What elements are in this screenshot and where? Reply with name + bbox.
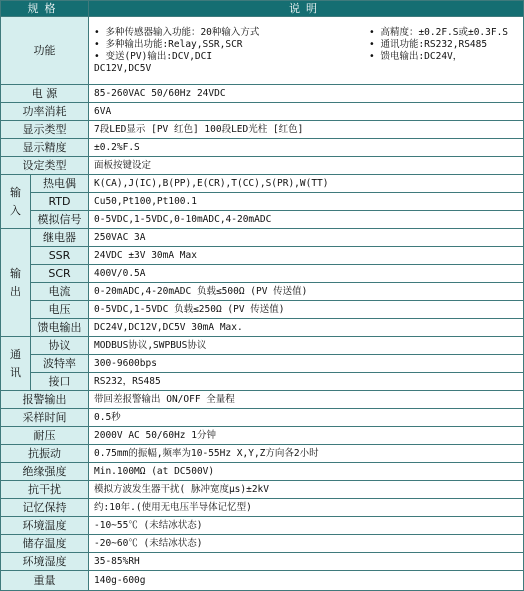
spec-value: 6VA <box>89 103 524 121</box>
spec-row <box>1 535 524 553</box>
comm-row <box>1 373 524 391</box>
spec-label: 采样时间 <box>1 409 89 427</box>
spec-value: 2000V AC 50/60Hz 1分钟 <box>89 427 524 445</box>
spec-label: 重量 <box>1 571 89 591</box>
output-sub-label: SSR <box>31 247 89 265</box>
spec-label: 记忆保持 <box>1 499 89 517</box>
output-value: 0-20mADC,4-20mADC 负载≤500Ω (PV 传送值) <box>89 283 524 301</box>
spec-value: 0.5秒 <box>89 409 524 427</box>
spec-value: 带回差报警输出 ON/OFF 全量程 <box>89 391 524 409</box>
output-row <box>1 301 524 319</box>
output-group-label: 输出 <box>1 229 31 337</box>
input-row <box>1 193 524 211</box>
output-value: DC24V,DC12V,DC5V 30mA Max. <box>89 319 524 337</box>
output-value: 400V/0.5A <box>89 265 524 283</box>
spec-label: 电 源 <box>1 85 89 103</box>
comm-value: MODBUS协议,SWPBUS协议 <box>89 337 524 355</box>
function-item: • 多种输出功能:Relay,SSR,SCR <box>94 38 243 50</box>
comm-row <box>1 337 524 355</box>
spec-value: Min.100MΩ (at DC500V) <box>89 463 524 481</box>
spec-value: 7段LED显示 [PV 红色] 100段LED光柱 [红色] <box>89 121 524 139</box>
output-row <box>1 283 524 301</box>
spec-value: 85-260VAC 50/60Hz 24VDC <box>89 85 524 103</box>
spec-label: 抗干扰 <box>1 481 89 499</box>
spec-value: 140g-600g <box>89 571 524 591</box>
function-value <box>89 17 524 85</box>
spec-row <box>1 463 524 481</box>
output-sub-label: 馈电输出 <box>31 319 89 337</box>
spec-label: 显示类型 <box>1 121 89 139</box>
output-value: 24VDC ±3V 30mA Max <box>89 247 524 265</box>
spec-row <box>1 391 524 409</box>
spec-row <box>1 139 524 157</box>
input-sub-label: 热电偶 <box>31 175 89 193</box>
comm-value: 300-9600bps <box>89 355 524 373</box>
output-value: 0-5VDC,1-5VDC 负载≤250Ω (PV 传送值) <box>89 301 524 319</box>
spec-value: 0.75mm的振幅,频率为10-55Hz X,Y,Z方向各2小时 <box>89 445 524 463</box>
spec-value: 面板按键设定 <box>89 157 524 175</box>
spec-label: 耐压 <box>1 427 89 445</box>
output-value: 250VAC 3A <box>89 229 524 247</box>
spec-label: 绝缘强度 <box>1 463 89 481</box>
function-item: • 多种传感器输入功能：20种输入方式 <box>94 26 260 38</box>
output-row <box>1 229 524 247</box>
spec-label: 环境温度 <box>1 517 89 535</box>
output-sub-label: 电压 <box>31 301 89 319</box>
function-label: 功能 <box>1 17 89 85</box>
header-spec: 规格 <box>1 1 89 17</box>
spec-label: 显示精度 <box>1 139 89 157</box>
comm-value: RS232，RS485 <box>89 373 524 391</box>
spec-value: 约:10年.(使用无电压半导体记忆型) <box>89 499 524 517</box>
function-row <box>1 17 524 85</box>
input-row <box>1 175 524 193</box>
comm-sub-label: 波特率 <box>31 355 89 373</box>
function-item: • 馈电输出:DC24V， <box>369 50 463 62</box>
spec-label: 储存温度 <box>1 535 89 553</box>
spec-value: -10~55℃ (未结冰状态) <box>89 517 524 535</box>
spec-value: -20~60℃ (未结冰状态) <box>89 535 524 553</box>
output-row <box>1 319 524 337</box>
spec-row <box>1 481 524 499</box>
input-row <box>1 211 524 229</box>
input-value: 0-5VDC,1-5VDC,0-10mADC,4-20mADC <box>89 211 524 229</box>
input-value: K(CA),J(IC),B(PP),E(CR),T(CC),S(PR),W(TT) <box>89 175 524 193</box>
spec-row <box>1 571 524 591</box>
header-description: 说明 <box>89 1 524 17</box>
spec-label: 环境湿度 <box>1 553 89 571</box>
spec-row <box>1 427 524 445</box>
spec-label: 报警输出 <box>1 391 89 409</box>
header-row <box>1 1 524 17</box>
spec-label: 功率消耗 <box>1 103 89 121</box>
input-group-label: 输入 <box>1 175 31 229</box>
spec-row <box>1 157 524 175</box>
spec-row <box>1 85 524 103</box>
output-sub-label: SCR <box>31 265 89 283</box>
spec-row <box>1 409 524 427</box>
spec-label: 抗振动 <box>1 445 89 463</box>
function-item: • 高精度：±0.2F.S或±0.3F.S <box>369 26 509 38</box>
input-sub-label: RTD <box>31 193 89 211</box>
spec-value: 模拟方波发生器干扰( 脉冲宽度μs)±2kV <box>89 481 524 499</box>
spec-row <box>1 499 524 517</box>
output-row <box>1 265 524 283</box>
spec-row <box>1 517 524 535</box>
comm-sub-label: 协议 <box>31 337 89 355</box>
output-sub-label: 电流 <box>31 283 89 301</box>
spec-row <box>1 121 524 139</box>
input-value: Cu50,Pt100,Pt100.1 <box>89 193 524 211</box>
output-row <box>1 247 524 265</box>
spec-row <box>1 445 524 463</box>
spec-value: ±0.2%F.S <box>89 139 524 157</box>
spec-row <box>1 553 524 571</box>
function-item: DC12V,DC5V <box>94 62 152 74</box>
spec-value: 35-85%RH <box>89 553 524 571</box>
comm-sub-label: 接口 <box>31 373 89 391</box>
comm-group-label: 通讯 <box>1 337 31 391</box>
input-sub-label: 模拟信号 <box>31 211 89 229</box>
output-sub-label: 继电器 <box>31 229 89 247</box>
spec-label: 设定类型 <box>1 157 89 175</box>
comm-row <box>1 355 524 373</box>
function-item: • 通讯功能:RS232,RS485 <box>369 38 488 50</box>
spec-row <box>1 103 524 121</box>
function-item: • 变送(PV)输出:DCV,DCI <box>94 50 213 62</box>
